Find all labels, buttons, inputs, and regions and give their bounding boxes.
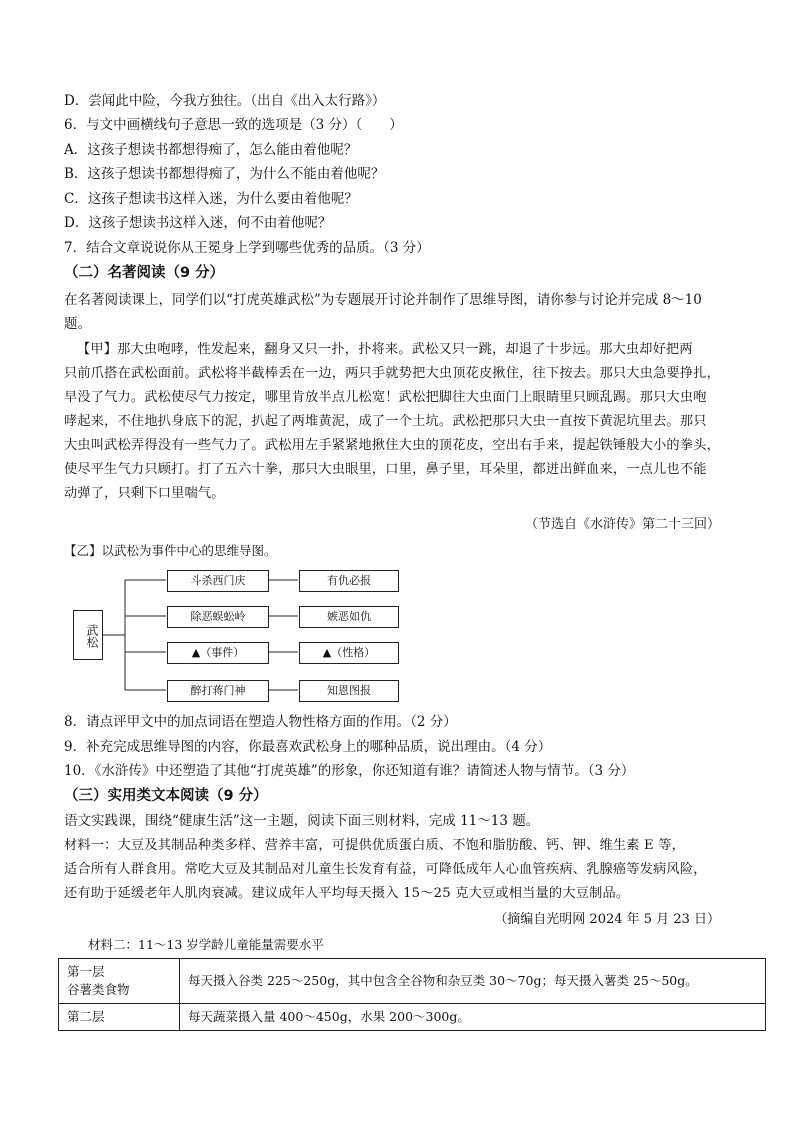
q6-option-d: D．这孩子想读书这样入迷，何不由着他呢？ [64, 215, 332, 231]
row-label-category: 谷薯类食物 [67, 982, 130, 997]
mindmap-trait: 嫉恶如仇 [299, 606, 399, 628]
q5-option-d: D．尝闻此中险，今我方独往。（出自《出入太行路》） [64, 93, 386, 109]
q8: 8．请点评甲文中的加点词语在塑造人物性格方面的作用。（2 分） [64, 714, 457, 730]
mindmap-event: 除恶蜈蚣岭 [167, 606, 269, 628]
q6-stem: 6．与文中画横线句子意思一致的选项是（3 分）（ ） [64, 117, 403, 133]
mindmap-event-blank: ▲（事件） [167, 642, 269, 664]
table-row [59, 959, 766, 1004]
mindmap-trait: 有仇必报 [299, 570, 399, 592]
mindmap-center: 武松 [73, 610, 103, 660]
jia-source: （节选自《水浒传》第二十三回） [524, 517, 720, 532]
table-cell: 每天摄入谷类 225～250g，其中包含全谷物和杂豆类 30～70g；每天摄入薯类 25～50g。 [180, 959, 766, 1004]
material-2-caption: 材料二：11～13 岁学龄儿童能量需要水平 [88, 937, 324, 952]
table-row [59, 1004, 766, 1031]
q7: 7．结合文章说说你从王冕身上学到哪些优秀的品质。（3 分） [64, 240, 430, 256]
jia-line: 使尽平生气力只顾打。打了五六十拳，那只大虫眼里，口里，鼻子里，耳朵里，都迸出鲜血来，一点儿也不能 [64, 462, 707, 477]
section2-title: （二）名著阅读（9 分） [64, 265, 225, 281]
mindmap-event: 醉打蒋门神 [167, 680, 269, 702]
table-cell: 每天蔬菜摄入量 400～450g，水果 200～300g。 [180, 1004, 766, 1031]
q6-option-b: B．这孩子想读书都想得痴了，为什么不能由着他呢？ [64, 166, 385, 182]
material-1-source: （摘编自光明网 2024 年 5 月 23 日） [494, 912, 720, 927]
material-1-line: 还有助于延缓老年人肌肉衰减。建议成年人平均每天摄入 15～25 克大豆或相当量的大豆制品。 [64, 886, 630, 901]
mindmap-trait: 知恩图报 [299, 680, 399, 702]
section2-intro-cont: 题。 [64, 316, 91, 332]
mindmap-trait-blank: ▲（性格） [299, 642, 399, 664]
row-label-level: 第二层 [67, 1009, 105, 1024]
yi-caption: 【乙】以武松为事件中心的思维导图。 [64, 543, 277, 558]
q6-option-a: A．这孩子想读书都想得痴了，怎么能由着他呢？ [64, 142, 358, 158]
material-1-line: 适合所有人群食用。常吃大豆及其制品对儿童生长发育有益，可降低成年人心血管疾病、乳腺癌等发病风险， [64, 862, 707, 877]
jia-line: 大虫叫武松弄得没有一些气力了。武松用左手紧紧地揪住大虫的顶花皮，空出右手来，提起铁锤般大小的拳头， [64, 438, 720, 453]
jia-line: 早没了气力。武松使尽气力按定，哪里肯放半点儿松宽！武松把脚往大虫面门上眼睛里只顾乱踢。那只大虫咆 [64, 390, 707, 405]
q9: 9．补充完成思维导图的内容，你最喜欢武松身上的哪种品质，说出理由。（4 分） [64, 739, 552, 755]
energy-table [58, 958, 766, 1031]
material-1-line: 材料一：大豆及其制品种类多样、营养丰富，可提供优质蛋白质、不饱和脂肪酸、钙、钾、维生素 E 等， [64, 838, 686, 853]
mindmap-event: 斗杀西门庆 [167, 570, 269, 592]
section3-title: （三）实用类文本阅读（9 分） [64, 788, 268, 804]
material-1 [64, 834, 744, 906]
row-label-level: 第一层 [67, 964, 105, 979]
table-row-label [59, 959, 180, 1004]
q10: 10．《水浒传》中还塑造了其他“打虎英雄”的形象，你还知道有谁？请简述人物与情节。（3 分） [64, 763, 635, 779]
q6-option-c: C．这孩子想读书这样入迷，为什么要由着他呢？ [64, 191, 358, 207]
jia-line: 只前爪搭在武松面前。武松将半截棒丢在一边，两只手就势把大虫顶花皮揪住，往下按去。那只大虫急要挣扎， [64, 366, 720, 381]
jia-line: 【甲】那大虫咆哮，性发起来，翻身又只一扑，扑将来。武松又只一跳，却退了十步远。那大虫却好把两 [77, 342, 693, 357]
jia-line: 动弹了，只剩下口里喘气。 [64, 486, 225, 501]
table-row-label [59, 1004, 180, 1031]
section3-intro: 语文实践课，围绕“健康生活”这一主题，阅读下面三则材料，完成 11～13 题。 [64, 813, 540, 829]
jia-line: 哮起来，不住地扒身底下的泥，扒起了两堆黄泥，成了一个土坑。武松把那只大虫一直按下黄泥坑里去。那只 [64, 414, 707, 429]
section2-intro: 在名著阅读课上，同学们以“打虎英雄武松”为专题展开讨论并制作了思维导图，请你参与讨论并完成 8～10 [64, 292, 702, 308]
